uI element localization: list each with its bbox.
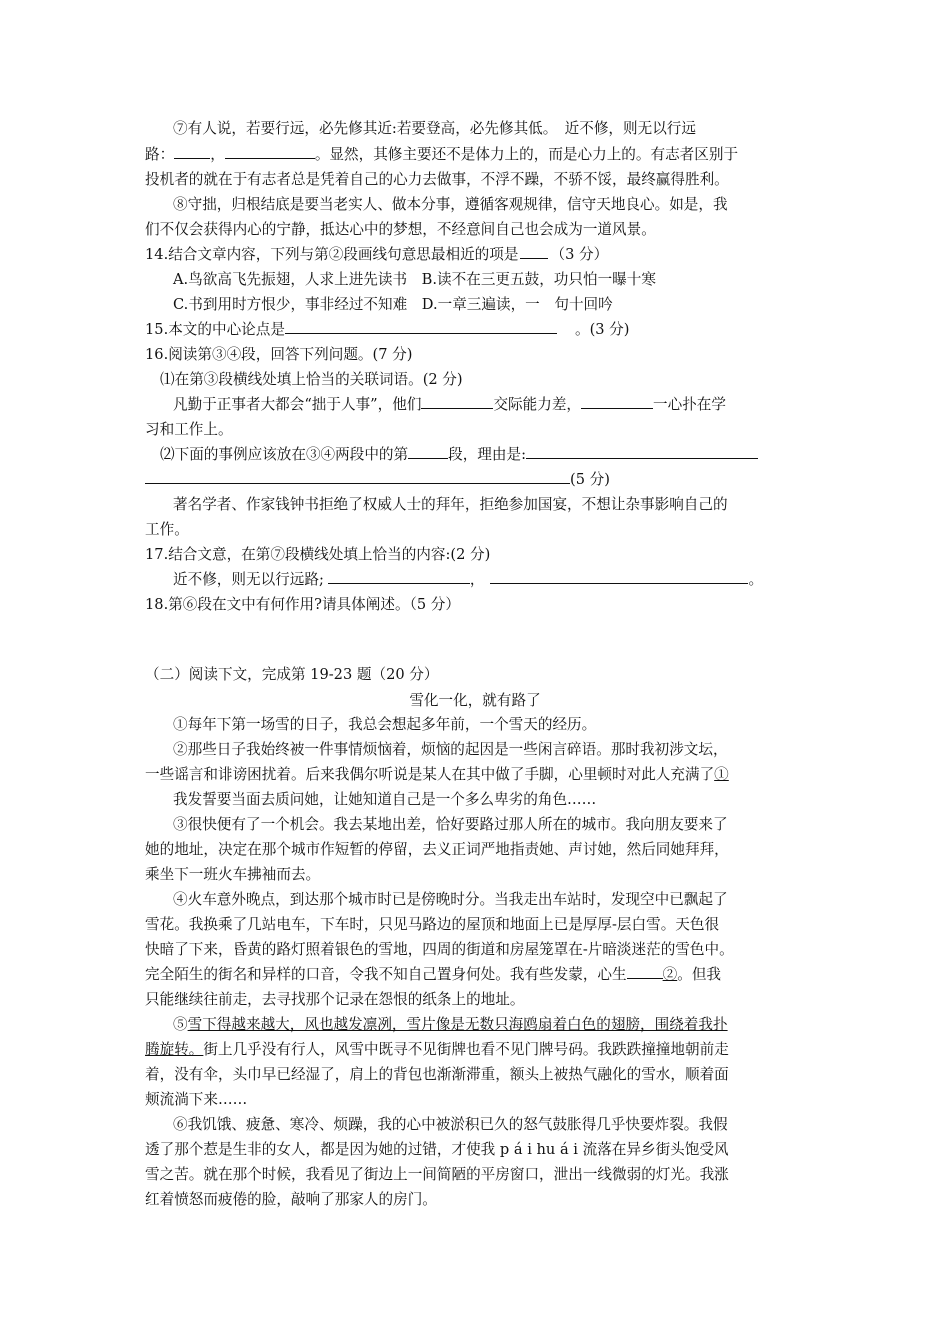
question-16-part-1-line-2: 习和工作上。: [145, 421, 233, 438]
article-para-5-line-2: 腾旋转。街上几乎没有行人，风雪中既寻不见街牌也看不见门牌号码。我跌跌撞撞地朝前走: [145, 1041, 729, 1058]
question-16-part-2-line-2: (5 分): [145, 468, 810, 492]
answer-blank[interactable]: [490, 569, 748, 584]
article-para-6-line-3: 雪之苦。就在那个时候，我看见了街边上一间简陋的平房窗口，泄出一线微弱的灯光。我涨: [145, 1166, 729, 1183]
para-7-line-3: 投机者的就在于有志者总是凭着自己的心力去做事，不浮不躁，不骄不馁，最终赢得胜利。: [145, 171, 729, 188]
article-para-2-line-2: 一些谣言和诽谤困扰着。后来我偶尔听说是某人在其中做了手脚，心里顿时对此人充满了①: [145, 766, 729, 783]
article-para-6-line-4: 红着愤怒而疲倦的脸，敲响了那家人的房门。: [145, 1191, 437, 1208]
article-para-1: ①每年下第一场雪的日子，我总会想起多年前，一个雪天的经历。: [173, 716, 597, 733]
article-para-4-line-2: 雪花。我换乘了几站电车，下车时，只见马路边的屋顶和地面上已是厚厚-层白雪。天色很: [145, 916, 720, 933]
answer-blank-1[interactable]: ①: [714, 766, 729, 783]
answer-blank[interactable]: [285, 319, 557, 334]
para-7-line-2: 路： ， 。显然，其修主要还不是体力上的，而是心力上的。有志者区别于: [145, 146, 739, 163]
answer-blank[interactable]: [328, 569, 470, 584]
para-8-line-2: 们不仅会获得内心的宁静，抵达心中的梦想，不经意间自己也会成为一道风景。: [145, 221, 656, 238]
article-para-2-line-3: 我发誓要当面去质问她，让她知道自己是一个多么卑劣的角色……: [173, 791, 597, 808]
question-16: 16.阅读第③④段，回答下列问题。(7 分): [145, 346, 413, 363]
answer-blank[interactable]: [174, 144, 210, 159]
para-8-line-1: ⑧守拙，归根结底是要当老实人、做本分事，遵循客观规律，信守天地良心。如是，我: [173, 196, 728, 213]
article-para-6-line-2: 透了那个惹是生非的女人，都是因为她的过错，才使我 p á i hu á i 流落在异乡街头饱受风: [145, 1141, 729, 1158]
question-16-part-1: ⑴在第③段横线处填上恰当的关联词语。(2 分): [160, 371, 463, 388]
question-17-blank-line: 近不修，则无以行远路; ， 。: [173, 571, 764, 588]
article-para-5-line-4: 颊流淌下来……: [145, 1091, 248, 1108]
article-para-5-line-3: 着，没有伞，头巾早已经湿了，肩上的背包也渐渐滞重，额头上被热气融化的雪水，顺着面: [145, 1066, 729, 1083]
answer-blank[interactable]: [408, 444, 448, 459]
question-14-options-1: A.鸟欲高飞先振翅，人求上进先读书 B.读不在三更五鼓，功只怕一曝十寒: [173, 271, 656, 288]
article-title: 雪化一化，就有路了: [409, 692, 541, 709]
question-16-part-1-line-1: 凡勤于正事者大都会“拙于人事”，他们 交际能力差， 一心扑在学: [173, 396, 726, 413]
article-para-4-line-4: 完全陌生的街名和异样的口音，令我不知自己置身何处。我有些发蒙，心生 ②。但我: [145, 966, 722, 983]
question-18: 18.第⑥段在文中有何作用?请具体阐述。（5 分）: [145, 596, 460, 613]
answer-blank[interactable]: [627, 964, 663, 979]
underlined-sentence: 雪下得越来越大，风也越发凛冽，雪片像是无数只海鸥扇着白色的翅膀，围绕着我扑: [187, 1016, 728, 1033]
article-para-5-line-1: ⑤雪下得越来越大，风也越发凛冽，雪片像是无数只海鸥扇着白色的翅膀，围绕着我扑: [173, 1016, 728, 1033]
article-para-4-line-1: ④火车意外晚点，到达那个城市时已是傍晚时分。当我走出车站时，发现空中已飘起了: [173, 891, 728, 908]
article-para-4-line-3: 快暗了下来，昏黄的路灯照着银色的雪地，四周的街道和房屋笼罩在-片暗淡迷茫的雪色中。: [145, 941, 734, 958]
question-14: 14.结合文章内容，下列与第②段画线句意思最相近的项是 （3 分）: [145, 246, 609, 263]
question-15: 15.本文的中心论点是 。(3 分): [145, 321, 630, 338]
article-para-4-line-5: 只能继续往前走，去寻找那个记录在怨恨的纸条上的地址。: [145, 991, 525, 1008]
article-para-3-line-2: 她的地址，决定在那个城市作短暂的停留，去义正词严地指责她、声讨她，然后同她拜拜，: [145, 841, 729, 858]
answer-blank[interactable]: [225, 144, 315, 159]
article-para-2-line-1: ②那些日子我始终被一件事情烦恼着，烦恼的起因是一些闲言碎语。那时我初涉文坛，: [173, 741, 728, 758]
answer-blank[interactable]: [526, 444, 758, 459]
article-para-3-line-3: 乘坐下一班火车拂袖而去。: [145, 866, 321, 883]
question-16-part-2: ⑵下面的事例应该放在③④两段中的第 段，理由是:: [160, 443, 825, 467]
question-14-options-2: C.书到用时方恨少，事非经过不知难 D.一章三遍读，一 句十回吟: [173, 296, 613, 313]
answer-blank[interactable]: [145, 469, 570, 484]
answer-blank[interactable]: [581, 394, 653, 409]
article-para-3-line-1: ③很快便有了一个机会。我去某地出差，恰好要路过那人所在的城市。我向朋友要来了: [173, 816, 728, 833]
article-para-6-line-1: ⑥我饥饿、疲惫、寒冷、烦躁，我的心中被淤积已久的怒气鼓胀得几乎快要炸裂。我假: [173, 1116, 728, 1133]
answer-blank[interactable]: [520, 244, 548, 259]
answer-blank-2[interactable]: ②: [662, 966, 678, 983]
underlined-sentence-end: 腾旋转。: [145, 1041, 204, 1058]
para-7-line-1: ⑦有人说，若要行远，必先修其近:若要登高，必先修其低。 近不修，则无以行远: [173, 120, 696, 137]
question-16-example-line-2: 工作。: [145, 521, 189, 538]
section-2-header: （二）阅读下文，完成第 19-23 题（20 分）: [145, 666, 439, 683]
question-17: 17.结合文意，在第⑦段横线处填上恰当的内容:(2 分): [145, 546, 491, 563]
question-16-example-line-1: 著名学者、作家钱钟书拒绝了权威人士的拜年，拒绝参加国宴，不想让杂事影响自己的: [173, 496, 728, 513]
answer-blank[interactable]: [421, 394, 493, 409]
